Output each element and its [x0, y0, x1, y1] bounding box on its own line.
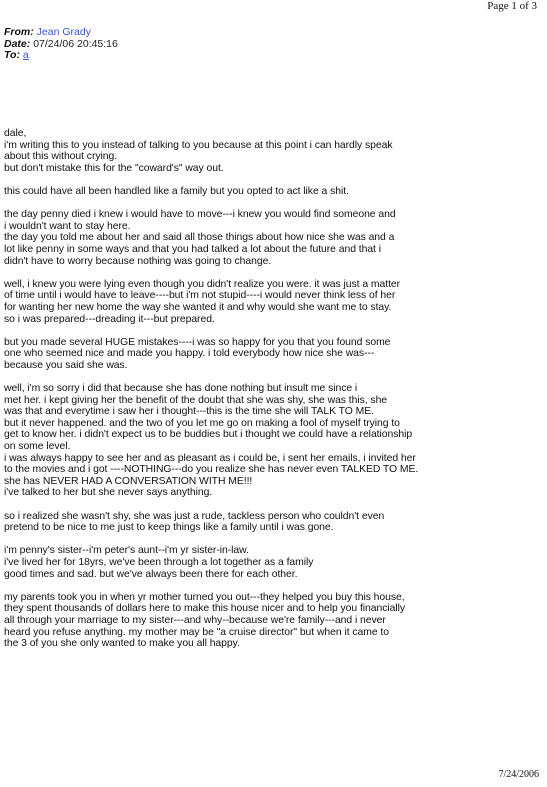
- letter-paragraph: [4, 279, 542, 325]
- letter-line: was that and everytime i saw her i thought---this is the time she will TALK TO ME.: [4, 406, 374, 418]
- from-label: From:: [4, 26, 34, 38]
- letter-line: well, i knew you were lying even though you didn't realize you were. it was just a matter: [4, 278, 401, 290]
- letter-body: [4, 128, 542, 661]
- letter-line: on some level.: [4, 441, 71, 453]
- letter-paragraph: [4, 337, 542, 372]
- letter-line: i've lived her for 18yrs, we've been through a lot together as a family: [4, 556, 314, 568]
- letter-line: pretend to be nice to me just to keep things like a family until i was gone.: [4, 522, 334, 534]
- letter-line: they spent thousands of dollars here to make this house nicer and to help you financially: [4, 603, 406, 615]
- from-value: Jean Grady: [36, 26, 91, 38]
- to-value-link[interactable]: a: [22, 49, 29, 61]
- footer-date: 7/24/2006: [498, 769, 539, 780]
- letter-line: i'm writing this to you instead of talking to you because at this point i can hardly speak: [4, 139, 393, 151]
- letter-paragraph: [4, 209, 542, 267]
- letter-line: my parents took you in when yr mother turned you out---they helped you buy this house,: [4, 591, 405, 603]
- date-value: 07/24/06 20:45:16: [33, 37, 118, 50]
- letter-line: heard you refuse anything. my mother may be "a cruise director" but when it came to: [4, 626, 389, 638]
- letter-line: of time until i would have to leave----but i'm not stupid----i would never think less of her: [4, 290, 396, 302]
- to-label: To:: [4, 49, 20, 61]
- letter-line: because you said she was.: [4, 359, 128, 371]
- letter-paragraph: [4, 128, 542, 174]
- letter-line: so i realized she wasn't shy, she was just a rude, tackless person who couldn't even: [4, 510, 385, 522]
- letter-line: lot like penny in some ways and that you had talked a lot about the future and that i: [4, 243, 381, 255]
- letter-line: the 3 of you she only wanted to make you all happy.: [4, 638, 240, 650]
- letter-line: i'm penny's sister--i'm peter's aunt--i'm yr sister-in-law.: [4, 545, 249, 557]
- letter-line: to the movies and i got ----NOTHING---do you realize she has never even TALKED TO ME.: [4, 464, 419, 476]
- letter-paragraph: [4, 511, 542, 534]
- letter-line: but don't mistake this for the "coward's" way out.: [4, 162, 224, 174]
- letter-line: all through your marriage to my sister---and why--because we're family---and i never: [4, 614, 386, 626]
- letter-paragraph: [4, 545, 542, 580]
- letter-line: met her. i kept giving her the benefit of the doubt that she was shy, she was this, she: [4, 394, 388, 406]
- letter-line: one who seemed nice and made you happy. i told everybody how nice she was---: [4, 348, 375, 360]
- letter-line: the day penny died i knew i would have to move---i knew you would find someone and: [4, 209, 396, 221]
- email-header: [4, 27, 118, 62]
- page-number: Page 1 of 3: [487, 0, 537, 12]
- letter-line: for wanting her new home the way she wanted it and why would she want me to stay.: [4, 301, 392, 313]
- letter-line: i wouldn't want to stay here.: [4, 220, 131, 232]
- letter-line: get to know her. i didn't expect us to be buddies but i thought we could have a relationship: [4, 429, 413, 441]
- letter-line: but it never happened. and the two of you let me go on making a fool of myself trying to: [4, 417, 400, 429]
- letter-line: about this without crying.: [4, 151, 118, 163]
- to-row: [4, 50, 118, 62]
- letter-paragraph: [4, 592, 542, 650]
- letter-line: dale,: [4, 128, 27, 139]
- letter-line: i was always happy to see her and as pleasant as i could be, i sent her emails, i invited her: [4, 452, 416, 464]
- letter-line: i've talked to her but she never says anything.: [4, 487, 213, 499]
- letter-line: so i was prepared---dreading it---but prepared.: [4, 313, 215, 325]
- letter-line: the day you told me about her and said all those things about how nice she was and a: [4, 232, 395, 244]
- letter-line: didn't have to worry because nothing was going to change.: [4, 255, 272, 267]
- letter-line: good times and sad. but we've always been there for each other.: [4, 568, 298, 580]
- letter-line: well, i'm so sorry i did that because she has done nothing but insult me since i: [4, 383, 358, 395]
- letter-paragraph: [4, 383, 542, 499]
- letter-line: she has NEVER HAD A CONVERSATION WITH ME!!!: [4, 475, 253, 487]
- date-label: Date:: [4, 37, 31, 50]
- letter-line: this could have all been handled like a family but you opted to act like a shit.: [4, 185, 349, 197]
- letter-line: but you made several HUGE mistakes----i was so happy for you that you found some: [4, 336, 391, 348]
- letter-paragraph: [4, 186, 542, 198]
